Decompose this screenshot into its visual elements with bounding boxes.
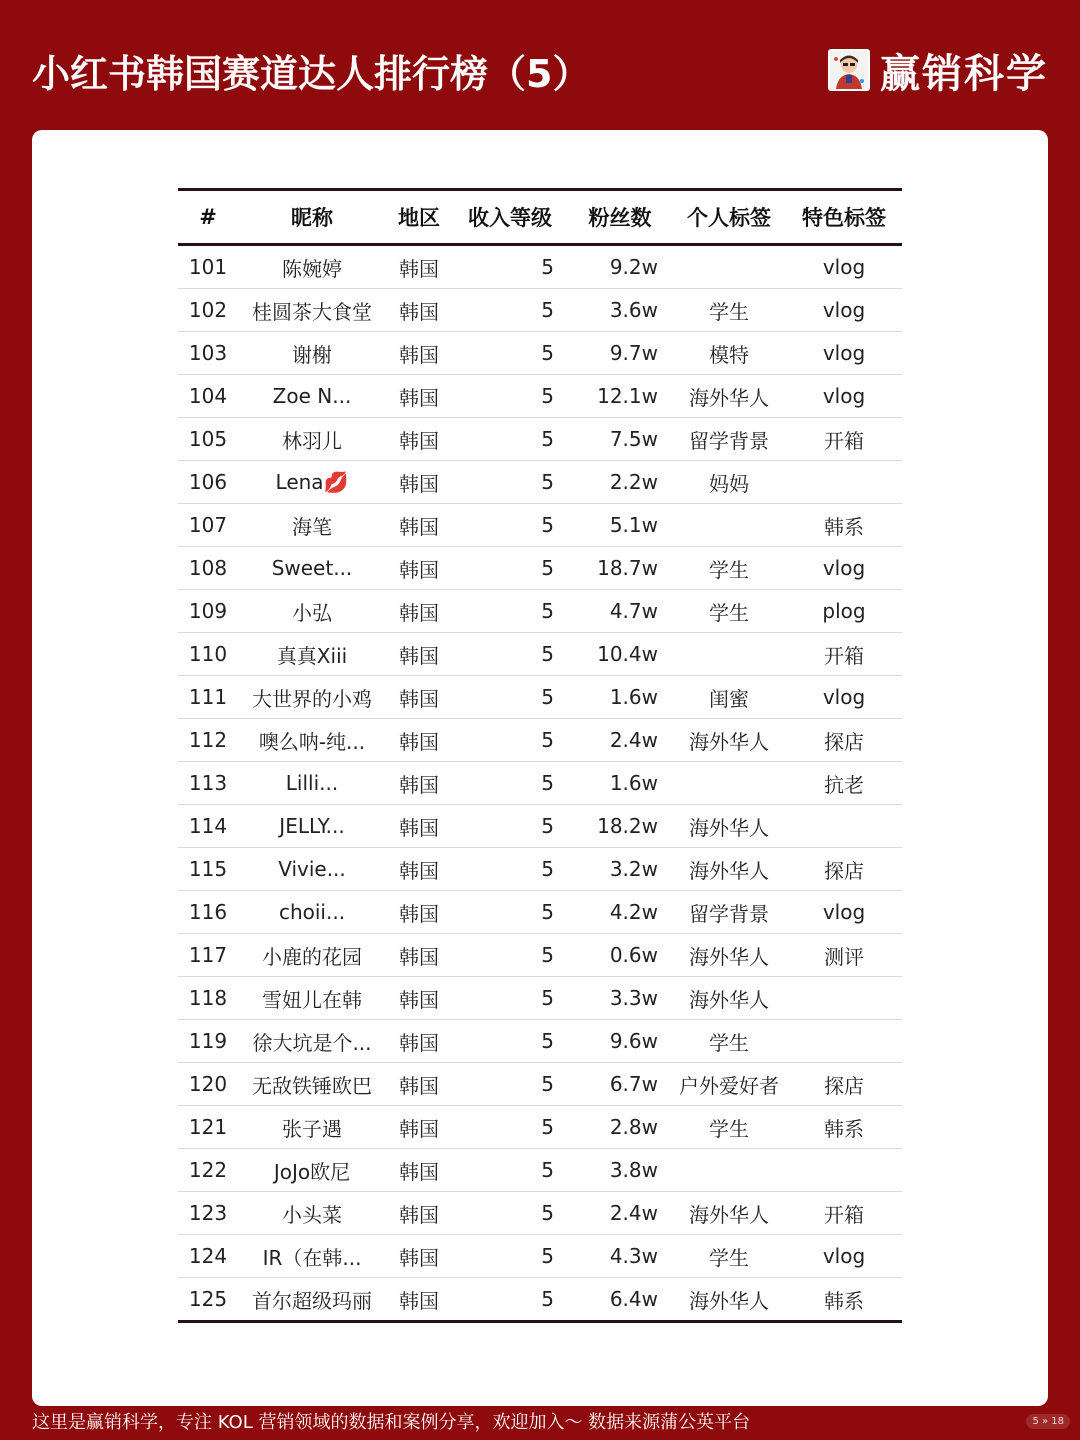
column-header-fans: 粉丝数 [588,206,652,230]
cell-region: 韩国 [399,557,439,582]
column-header-personal-tag: 个人标签 [687,206,771,230]
cell-rank: 124 [188,1244,228,1268]
cell-rank: 112 [188,728,228,752]
table-row [178,676,902,719]
cell-region: 韩国 [399,1202,439,1227]
cell-nickname: Vivie... [278,857,346,881]
table-row [178,1235,902,1278]
cell-rank: 122 [188,1158,228,1182]
cell-rank: 115 [188,857,228,881]
cell-personal-tag: 学生 [709,1030,749,1055]
cell-rank: 108 [188,556,228,580]
cell-fans: 9.6w [609,1029,658,1053]
cell-income-level: 5 [541,384,554,408]
cell-feature-tag: vlog [822,900,866,924]
cell-region: 韩国 [399,428,439,453]
cell-feature-tag: 开箱 [824,1202,864,1227]
avatar-logo-icon [828,49,870,91]
cell-fans: 18.2w [597,814,658,838]
cell-fans: 1.6w [609,685,658,709]
cell-fans: 2.8w [609,1115,658,1139]
cell-fans: 3.2w [609,857,658,881]
cell-region: 韩国 [399,385,439,410]
cell-income-level: 5 [541,298,554,322]
cell-rank: 106 [188,470,228,494]
cell-fans: 2.4w [609,1201,658,1225]
table-row [178,719,902,762]
cell-feature-tag: 韩系 [824,1116,864,1141]
cell-feature-tag [786,1020,902,1063]
cell-personal-tag [672,245,786,289]
cell-rank: 123 [188,1201,228,1225]
cell-personal-tag: 海外华人 [689,858,769,883]
cell-fans: 4.7w [609,599,658,623]
cell-region: 韩国 [399,256,439,281]
cell-feature-tag: vlog [822,384,866,408]
table-header-row [178,190,902,245]
table-row [178,891,902,934]
cell-nickname: 林羽儿 [282,428,342,453]
table-row [178,848,902,891]
cell-fans: 10.4w [597,642,658,666]
cell-rank: 121 [188,1115,228,1139]
cell-rank: 118 [188,986,228,1010]
cell-rank: 114 [188,814,228,838]
cell-personal-tag: 海外华人 [689,944,769,969]
cell-income-level: 5 [541,1072,554,1096]
cell-nickname: 桂圆茶大食堂 [252,299,372,324]
page-title: 小红书韩国赛道达人排行榜（5） [32,52,591,96]
cell-rank: 116 [188,900,228,924]
cell-nickname: 大世界的小鸡 [252,686,372,711]
cell-rank: 109 [188,599,228,623]
cell-nickname: JoJo欧尼 [273,1159,351,1184]
cell-region: 韩国 [399,1073,439,1098]
cell-nickname: 陈婉婷 [282,256,342,281]
cell-region: 韩国 [399,1245,439,1270]
cell-personal-tag: 海外华人 [689,729,769,754]
cell-income-level: 5 [541,1115,554,1139]
cell-personal-tag: 妈妈 [709,471,749,496]
cell-nickname: 真真Xiii [276,643,348,668]
table-row [178,332,902,375]
cell-region: 韩国 [399,471,439,496]
cell-rank: 103 [188,341,228,365]
cell-fans: 3.8w [609,1158,658,1182]
cell-fans: 2.2w [609,470,658,494]
cell-personal-tag [672,633,786,676]
table-row [178,1063,902,1106]
cell-nickname: IR（在韩... [262,1245,362,1270]
cell-feature-tag: 抗老 [824,772,864,797]
cell-personal-tag: 留学背景 [689,901,769,926]
cell-region: 韩国 [399,600,439,625]
table-body [178,245,902,1322]
cell-nickname: 无敌铁锤欧巴 [252,1073,372,1098]
table-row [178,633,902,676]
cell-fans: 3.6w [609,298,658,322]
cell-fans: 12.1w [597,384,658,408]
cell-rank: 119 [188,1029,228,1053]
column-header-region: 地区 [398,206,440,230]
cell-income-level: 5 [541,642,554,666]
table-row [178,547,902,590]
cell-feature-tag: vlog [822,255,866,279]
cell-fans: 9.7w [609,341,658,365]
cell-feature-tag: vlog [822,341,866,365]
cell-region: 韩国 [399,1030,439,1055]
column-header-income-level: 收入等级 [468,206,552,230]
cell-personal-tag: 学生 [709,1116,749,1141]
cell-rank: 105 [188,427,228,451]
cell-nickname: Lena💋 [275,470,349,494]
cell-personal-tag: 海外华人 [689,1202,769,1227]
cell-nickname: Lilli... [285,771,339,795]
cell-feature-tag [786,461,902,504]
cell-feature-tag: vlog [822,556,866,580]
page-indicator: 5 » 18 [1026,1414,1070,1429]
cell-nickname: 首尔超级玛丽 [252,1288,372,1313]
cell-feature-tag: 探店 [824,1073,864,1098]
cell-fans: 2.4w [609,728,658,752]
cell-personal-tag [672,762,786,805]
cell-rank: 113 [188,771,228,795]
cell-rank: 102 [188,298,228,322]
cell-fans: 1.6w [609,771,658,795]
table-row [178,1192,902,1235]
cell-region: 韩国 [399,342,439,367]
table-row [178,418,902,461]
cell-personal-tag: 海外华人 [689,385,769,410]
cell-income-level: 5 [541,556,554,580]
cell-feature-tag: plog [822,599,866,623]
table-row [178,1278,902,1322]
cell-region: 韩国 [399,686,439,711]
cell-nickname: Zoe N... [272,384,352,408]
cell-personal-tag: 海外华人 [689,987,769,1012]
cell-income-level: 5 [541,255,554,279]
footer-text: 这里是赢销科学，专注 KOL 营销领域的数据和案例分享，欢迎加入～ 数据来源蒲公英平台 [32,1412,751,1433]
cell-rank: 125 [188,1287,228,1311]
cell-personal-tag: 海外华人 [689,815,769,840]
table-row [178,289,902,332]
table-row [178,1020,902,1063]
table-row [178,977,902,1020]
cell-nickname: JELLY... [279,814,345,838]
cell-feature-tag: 探店 [824,858,864,883]
cell-personal-tag: 模特 [709,342,749,367]
cell-region: 韩国 [399,772,439,797]
cell-personal-tag [672,1149,786,1192]
cell-region: 韩国 [399,729,439,754]
cell-income-level: 5 [541,728,554,752]
cell-feature-tag [786,805,902,848]
cell-feature-tag: 韩系 [824,1288,864,1313]
cell-fans: 4.3w [609,1244,658,1268]
column-header-feature-tag: 特色标签 [802,206,886,230]
table-row [178,504,902,547]
cell-income-level: 5 [541,814,554,838]
brand [828,44,1048,96]
cell-nickname: 噢么呐-纯... [258,729,366,754]
cell-nickname: 张子遇 [282,1116,342,1141]
cell-fans: 4.2w [609,900,658,924]
cell-personal-tag: 学生 [709,557,749,582]
cell-nickname: choii... [278,900,346,924]
cell-income-level: 5 [541,986,554,1010]
cell-income-level: 5 [541,341,554,365]
cell-personal-tag: 学生 [709,1245,749,1270]
cell-nickname: 谢榭 [292,342,332,367]
cell-region: 韩国 [399,1116,439,1141]
cell-rank: 104 [188,384,228,408]
cell-feature-tag: 韩系 [824,514,864,539]
cell-personal-tag: 学生 [709,299,749,324]
cell-region: 韩国 [399,643,439,668]
cell-income-level: 5 [541,1244,554,1268]
cell-nickname: 小头菜 [282,1202,342,1227]
cell-fans: 3.3w [609,986,658,1010]
cell-income-level: 5 [541,470,554,494]
cell-income-level: 5 [541,513,554,537]
cell-region: 韩国 [399,901,439,926]
cell-income-level: 5 [541,857,554,881]
cell-feature-tag: vlog [822,298,866,322]
cell-fans: 6.7w [609,1072,658,1096]
cell-feature-tag: 探店 [824,729,864,754]
table-row [178,934,902,977]
cell-nickname: 海笔 [292,514,332,539]
table-row [178,590,902,633]
cell-personal-tag: 留学背景 [689,428,769,453]
cell-rank: 120 [188,1072,228,1096]
table-row [178,461,902,504]
cell-rank: 111 [188,685,228,709]
cell-income-level: 5 [541,900,554,924]
cell-personal-tag: 海外华人 [689,1288,769,1313]
table-row [178,245,902,289]
cell-personal-tag: 闺蜜 [709,686,749,711]
table-row [178,375,902,418]
column-header-rank: # [199,205,217,229]
cell-region: 韩国 [399,858,439,883]
cell-rank: 110 [188,642,228,666]
table-row [178,805,902,848]
cell-feature-tag: 测评 [824,944,864,969]
table-row [178,1149,902,1192]
cell-region: 韩国 [399,1288,439,1313]
cell-fans: 5.1w [609,513,658,537]
ranking-table [178,188,902,1323]
cell-region: 韩国 [399,944,439,969]
cell-fans: 9.2w [609,255,658,279]
cell-income-level: 5 [541,771,554,795]
cell-income-level: 5 [541,1158,554,1182]
cell-rank: 101 [188,255,228,279]
cell-region: 韩国 [399,815,439,840]
cell-region: 韩国 [399,987,439,1012]
cell-rank: 107 [188,513,228,537]
cell-feature-tag: 开箱 [824,643,864,668]
cell-rank: 117 [188,943,228,967]
cell-nickname: 小鹿的花园 [262,944,362,969]
cell-personal-tag: 户外爱好者 [679,1073,779,1098]
cell-income-level: 5 [541,1201,554,1225]
cell-income-level: 5 [541,685,554,709]
cell-personal-tag [672,504,786,547]
cell-income-level: 5 [541,427,554,451]
column-header-nickname: 昵称 [291,206,333,230]
cell-fans: 0.6w [609,943,658,967]
cell-region: 韩国 [399,514,439,539]
cell-fans: 18.7w [597,556,658,580]
cell-income-level: 5 [541,1287,554,1311]
cell-feature-tag [786,1149,902,1192]
table-row [178,762,902,805]
cell-personal-tag: 学生 [709,600,749,625]
cell-nickname: 雪妞儿在韩 [262,987,362,1012]
cell-income-level: 5 [541,943,554,967]
cell-income-level: 5 [541,1029,554,1053]
cell-feature-tag: 开箱 [824,428,864,453]
cell-nickname: Sweet... [271,556,353,580]
cell-fans: 6.4w [609,1287,658,1311]
cell-nickname: 徐大坑是个... [252,1030,372,1055]
cell-region: 韩国 [399,1159,439,1184]
table-row [178,1106,902,1149]
cell-feature-tag: vlog [822,685,866,709]
cell-nickname: 小弘 [292,600,332,625]
brand-name: 赢销科学 [880,50,1048,97]
cell-feature-tag: vlog [822,1244,866,1268]
ranking-card [32,130,1048,1406]
cell-fans: 7.5w [609,427,658,451]
cell-income-level: 5 [541,599,554,623]
cell-feature-tag [786,977,902,1020]
cell-region: 韩国 [399,299,439,324]
